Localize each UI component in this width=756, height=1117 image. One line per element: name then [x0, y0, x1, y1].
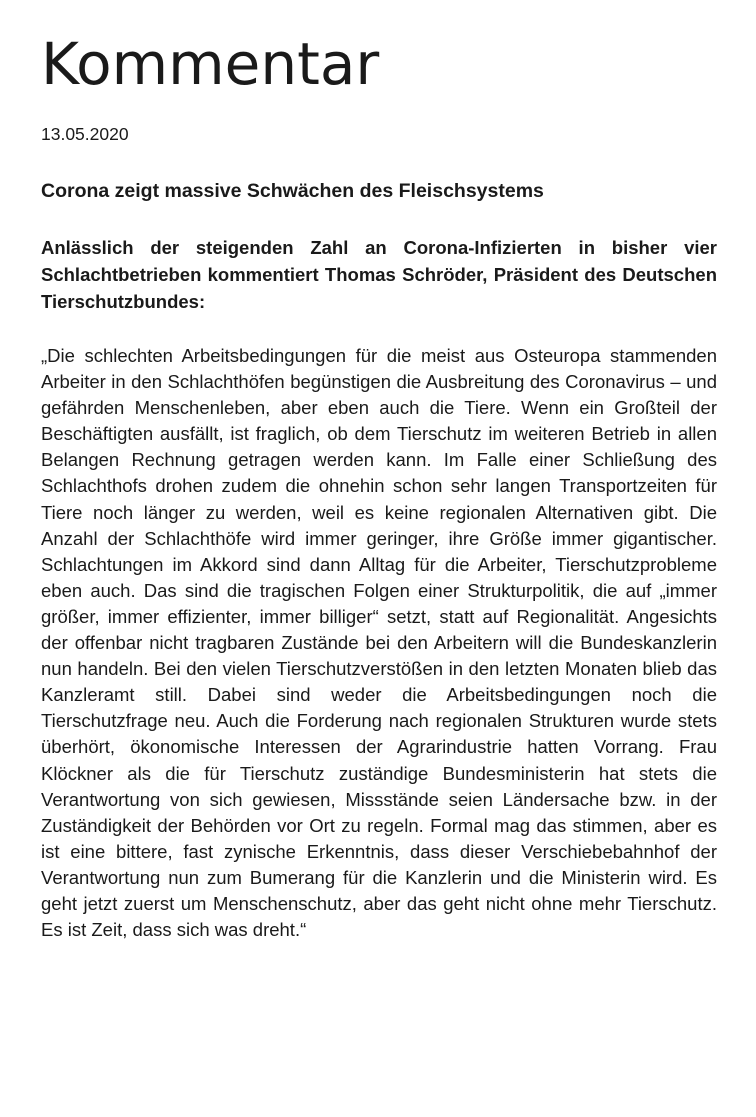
document-title: Kommentar — [41, 30, 380, 98]
lead-paragraph: Anlässlich der steigenden Zahl an Corona-Infizierten in bisher vier Schlachtbetrieben kommentiert Thomas Schröder, Präsident des Deutschen Tierschutzbundes: — [41, 237, 717, 312]
document-page — [41, 0, 717, 943]
publication-date: 13.05.2020 — [41, 124, 129, 144]
article-headline: Corona zeigt massive Schwächen des Fleischsystems — [41, 180, 544, 202]
body-paragraph: „Die schlechten Arbeitsbedingungen für die meist aus Osteuropa stammenden Arbeiter in den Schlachthöfen begünstigen die Ausbreitung des Coronavirus – und gefährden Menschenleben, aber eben auch die Tiere. Wenn ein Großteil der Beschäftigten ausfällt, ist fraglich, ob dem Tierschutz im weiteren Betrieb in allen Belangen Rechnung getragen werden kann. Im Falle einer Schließung des Schlachthofs drohen zudem die ohnehin schon sehr langen Transportzeiten für Tiere noch länger zu werden, weil es keine regionalen Alternativen gibt. Die Anzahl der Schlachthöfe wird immer geringer, ihre Größe immer gigantischer. Schlachtungen im Akkord sind dann Alltag für die Arbeiter, Tierschutzprobleme eben auch. Das sind die tragischen Folgen einer Strukturpolitik, die auf „immer größer, immer effizienter, immer billiger“ setzt, statt auf Regionalität. Angesichts der offenbar nicht tragbaren Zustände bei den Arbeitern will die Bundeskanzlerin nun handeln. Bei den vielen Tierschutzverstößen in den letzten Monaten blieb das Kanzleramt still. Dabei sind weder die Arbeitsbedingungen noch die Tierschutzfrage neu. Auch die Forderung nach regionalen Strukturen wurde stets überhört, ökonomische Interessen der Agrarindustrie hatten Vorrang. Frau Klöckner als die für Tierschutz zuständige Bundesministerin hat stets die Verantwortung von sich gewiesen, Missstände seien Ländersache bzw. in der Zuständigkeit der Behörden vor Ort zu regeln. Formal mag das stimmen, aber es ist eine bittere, fast zynische Erkenntnis, dass dieser Verschiebebahnhof der Verantwortung nun zum Bumerang für die Kanzlerin und die Ministerin wird. Es geht jetzt zuerst um Menschenschutz, aber das geht nicht ohne mehr Tierschutz. Es ist Zeit, dass sich was dreht.“ — [41, 345, 717, 941]
